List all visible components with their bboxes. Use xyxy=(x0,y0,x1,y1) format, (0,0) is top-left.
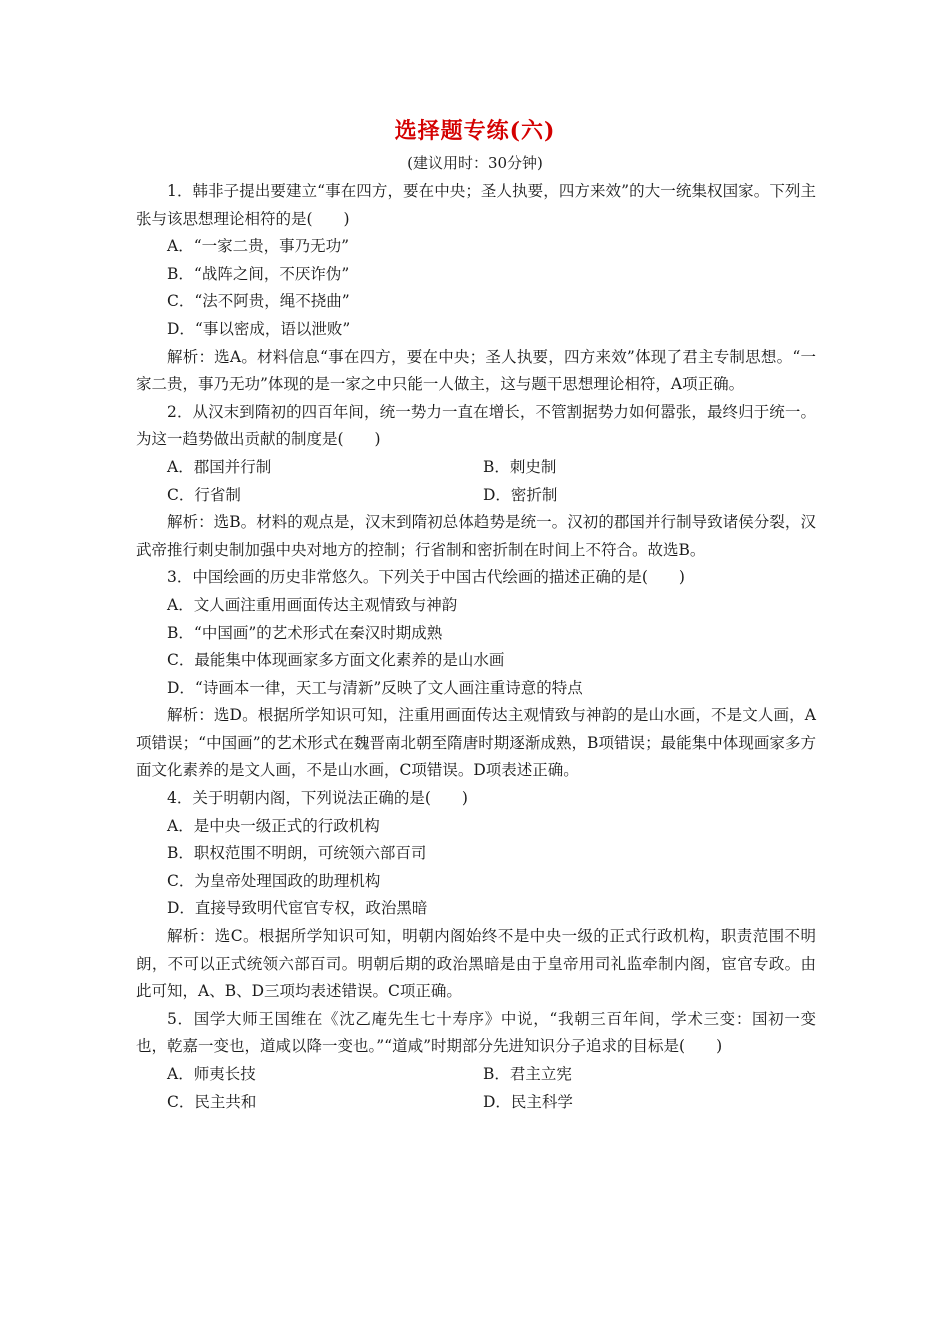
question-2-stem: 2．从汉末到隋初的四百年间，统一势力一直在增长，不管割据势力如何嚣张，最终归于统一。为这一趋势做出贡献的制度是( ) xyxy=(136,402,816,449)
question-2-option-b: B．刺史制 xyxy=(483,457,557,476)
page-subtitle: (建议用时：30分钟) xyxy=(407,154,543,172)
question-5-option-b: B．君主立宪 xyxy=(483,1065,572,1083)
question-3-option-a: A．文人画注重用画面传达主观情致与神韵 xyxy=(167,595,458,614)
question-3-option-b: B．“中国画”的艺术形式在秦汉时期成熟 xyxy=(167,623,443,642)
question-3-option-c: C．最能集中体现画家多方面文化素养的是山水画 xyxy=(167,651,505,670)
question-list xyxy=(136,178,816,1116)
question-4-option-d: D．直接导致明代宦官专权，政治黑暗 xyxy=(167,899,428,918)
question-4-option-a: A．是中央一级正式的行政机构 xyxy=(167,816,380,835)
question-5-stem: 5．国学大师王国维在《沈乙庵先生七十寿序》中说，“我朝三百年间，学术三变：国初一变也，乾嘉一变也，道咸以降一变也。”“道咸”时期部分先进知识分子追求的目标是( ) xyxy=(136,1009,816,1056)
question-5-options-row-2 xyxy=(136,1089,816,1117)
question-3-analysis: 解析：选D。根据所学知识可知，注重用画面传达主观情致与神韵的是山水画，不是文人画，A项错误；“中国画”的艺术形式在魏晋南北朝至隋唐时期逐渐成熟，B项错误；最能集中体现画家多方面文化素养的是文人画，不是山水画，C项错误。D项表述正确。 xyxy=(136,706,816,780)
question-5-option-d: D．民主科学 xyxy=(483,1092,573,1111)
question-3-stem: 3．中国绘画的历史非常悠久。下列关于中国古代绘画的描述正确的是( ) xyxy=(167,568,685,587)
question-4-option-b: B．职权范围不明朗，可统领六部百司 xyxy=(167,844,427,863)
question-2-analysis: 解析：选B。材料的观点是，汉末到隋初总体趋势是统一。汉初的郡国并行制导致诸侯分裂，汉武帝推行刺史制加强中央对地方的控制；行省制和密折制在时间上不符合。故选B。 xyxy=(136,513,816,559)
question-5-option-a: A．师夷长技 xyxy=(167,1065,256,1083)
question-2-options-row-2 xyxy=(136,482,816,510)
question-2-option-c: C．行省制 xyxy=(167,485,241,504)
question-1-option-c: C．“法不阿贵，绳不挠曲” xyxy=(167,292,350,311)
question-4-option-c: C．为皇帝处理国政的助理机构 xyxy=(167,871,381,890)
question-4-analysis: 解析：选C。根据所学知识可知，明朝内阁始终不是中央一级的正式行政机构，职责范围不明朗，不可以正式统领六部百司。明朝后期的政治黑暗是由于皇帝用司礼监牵制内阁，宦官专政。由此可知，A、B、D三项均表述错误。C项正确。 xyxy=(136,927,816,1001)
question-1-analysis: 解析：选A。材料信息“事在四方，要在中央；圣人执要，四方来效”体现了君主专制思想。“一家二贵，事乃无功”体现的是一家之中只能一人做主，这与题干思想理论相符，A项正确。 xyxy=(136,347,816,394)
question-4-stem: 4．关于明朝内阁，下列说法正确的是( ) xyxy=(167,789,468,808)
question-1-stem: 1．韩非子提出要建立“事在四方，要在中央；圣人执要，四方来效”的大一统集权国家。下列主张与该思想理论相符的是( ) xyxy=(136,182,816,228)
question-5-options-row-1 xyxy=(136,1061,816,1089)
question-1-option-a: A．“一家二贵，事乃无功” xyxy=(167,237,350,256)
question-5-option-c: C．民主共和 xyxy=(167,1092,257,1111)
question-1-option-b: B．“战阵之间，不厌诈伪” xyxy=(167,264,350,283)
question-1-option-d: D．“事以密成，语以泄败” xyxy=(167,319,351,338)
page-title: 选择题专练(六) xyxy=(394,118,556,144)
question-3-option-d: D．“诗画本一律，天工与清新”反映了文人画注重诗意的特点 xyxy=(167,678,583,697)
question-2-options-row-1 xyxy=(136,454,816,482)
question-2-option-d: D．密折制 xyxy=(483,485,558,504)
question-2-option-a: A．郡国并行制 xyxy=(167,457,272,476)
